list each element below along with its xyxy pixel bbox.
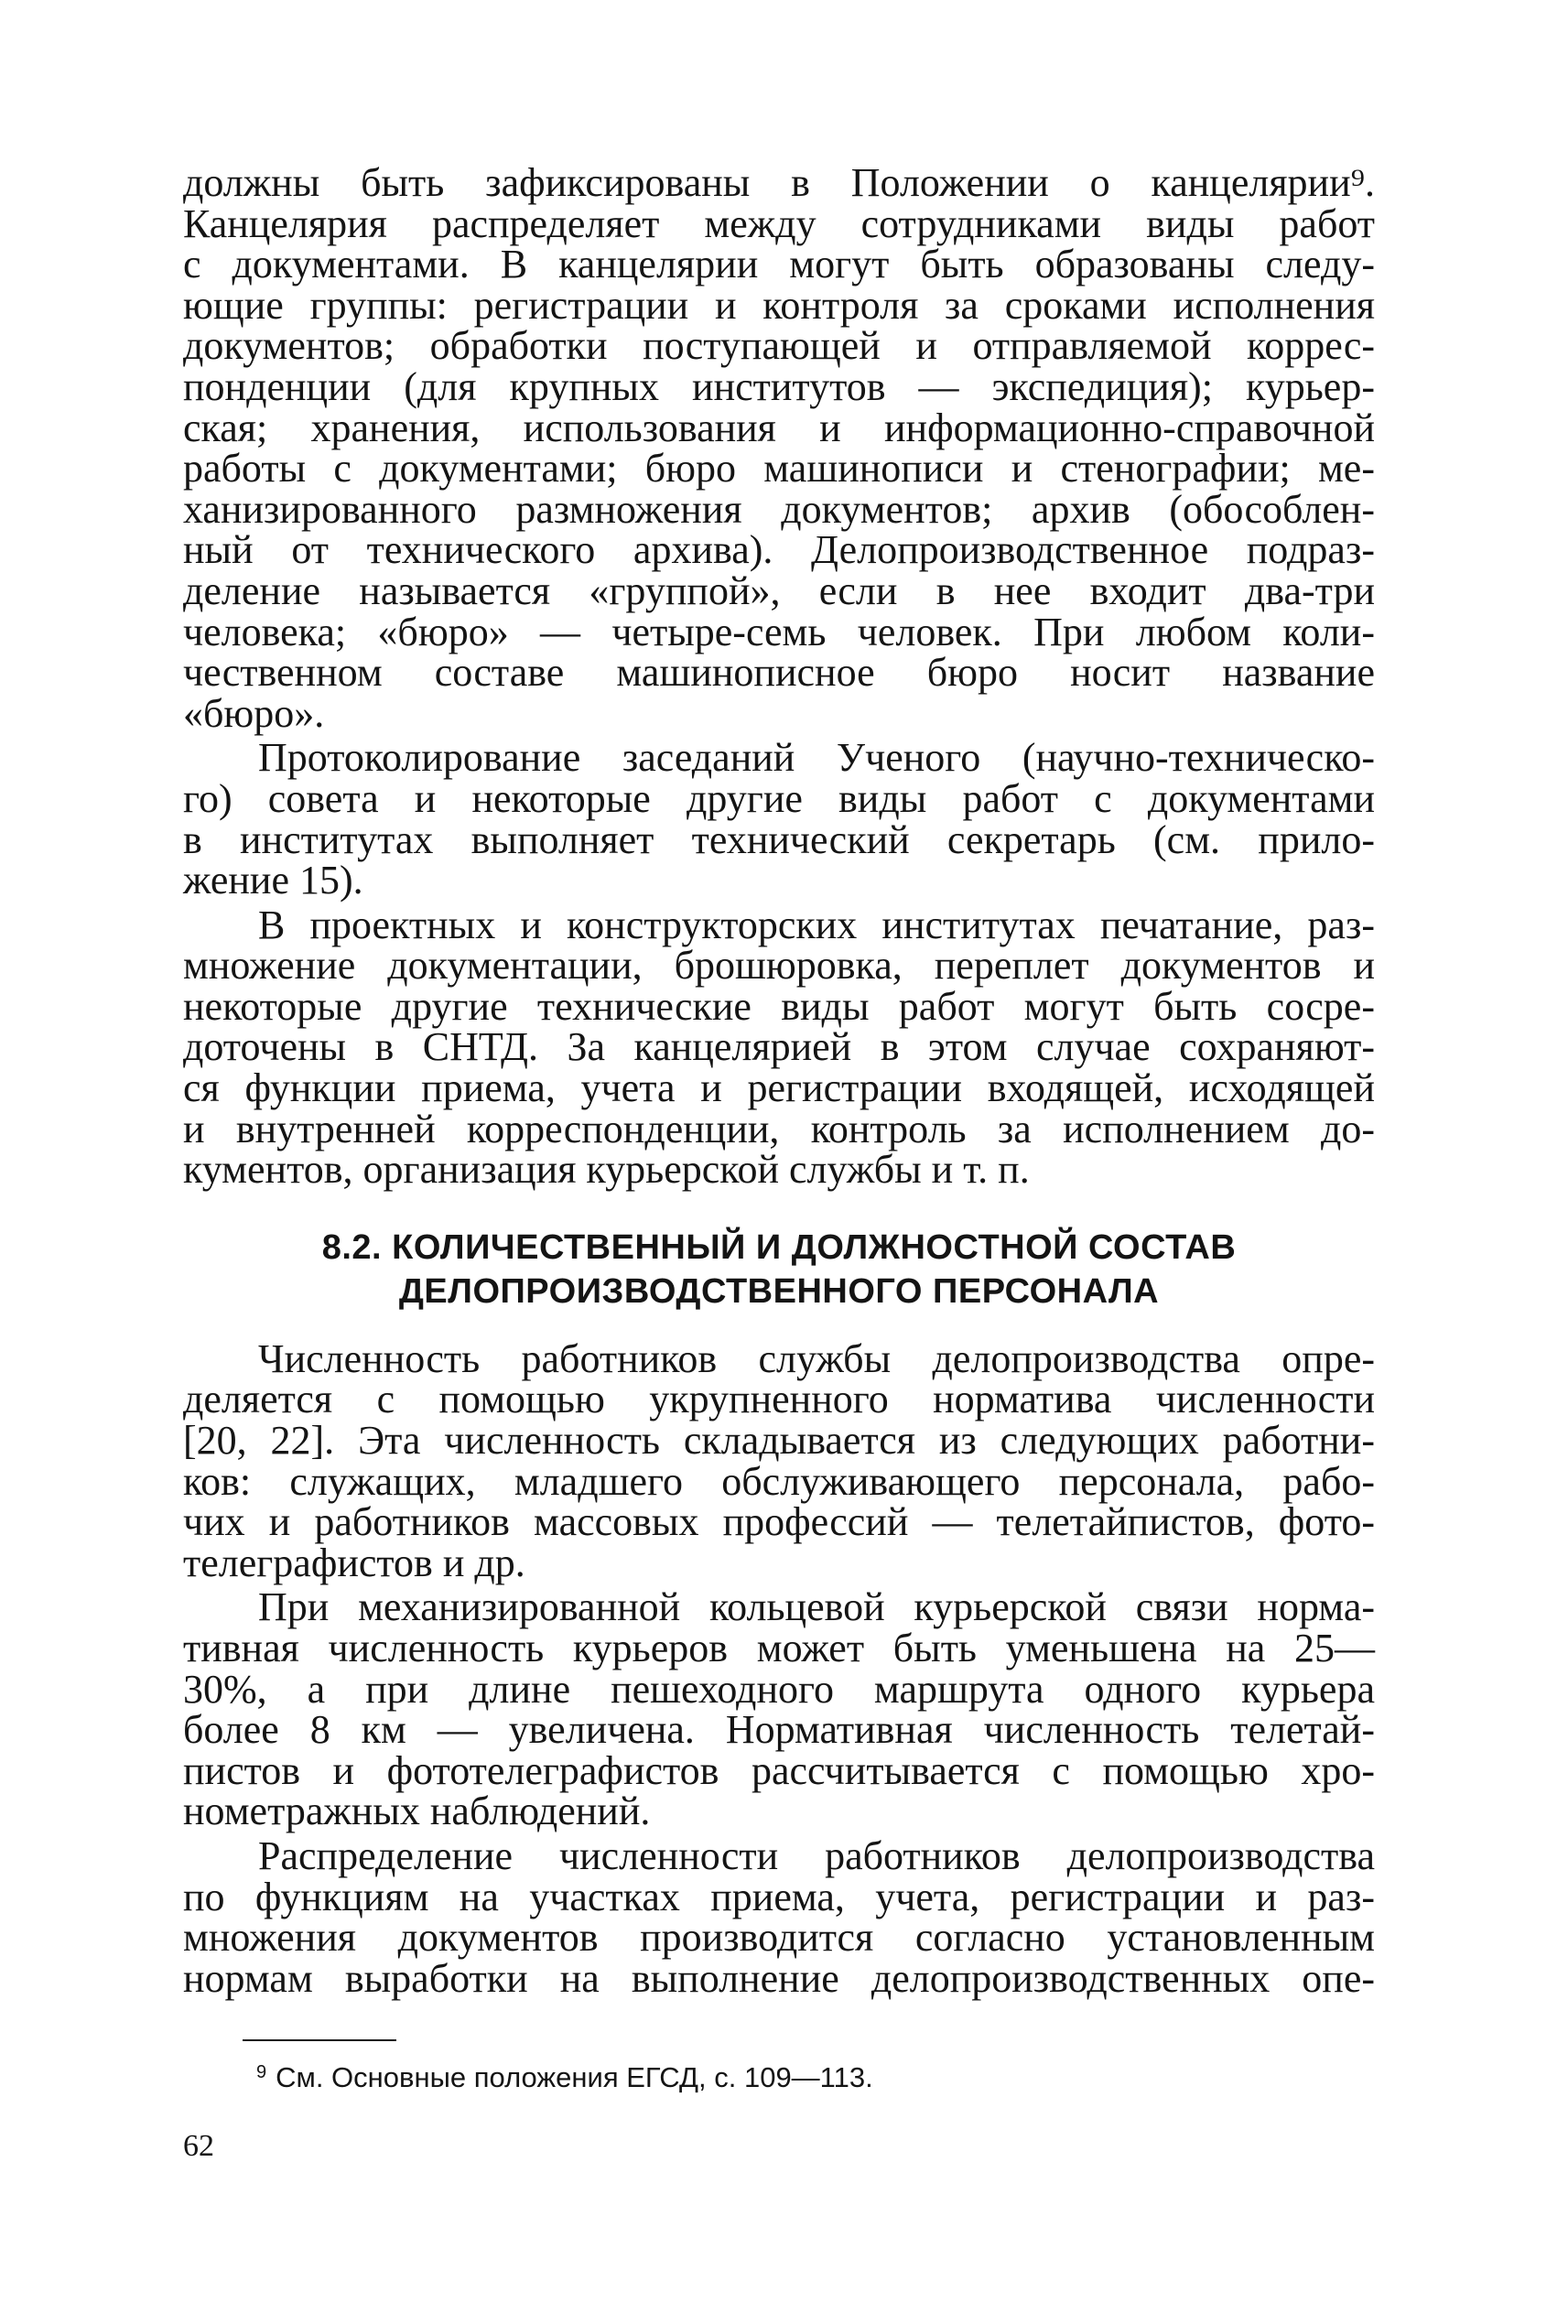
text-line: и внутренней корреспонденции, контроль за исполнением до- [183,1106,1375,1151]
text-line: деление называется «группой», если в нее входит два-три [183,567,1375,613]
text-line: тивная численность курьеров может быть уменьшена на 25— [183,1626,1375,1670]
text-line: кументов, организация курьерской службы и т. п. [183,1147,1030,1193]
text-line: [20, 22]. Эта численность складывается из следующих работни- [183,1418,1375,1464]
text-line: жение 15). [183,858,363,903]
text-line: 30%, а при длине пешеходного маршрута одного курьера [183,1666,1375,1712]
section-heading [183,1226,1375,1313]
text-line: «бюро». [183,690,325,736]
paragraph-2 [183,735,1375,903]
footnote-mark: 9 [256,2062,267,2082]
section-heading-line-1: 8.2. КОЛИЧЕСТВЕННЫЙ И ДОЛЖНОСТНОЙ СОСТАВ [321,1227,1237,1267]
text-line: множения документов производится согласно установленным [183,1915,1375,1961]
paragraph-4 [183,1335,1375,1585]
text-line: работы с документами; бюро машинописи и стенографии; ме- [183,446,1375,492]
paragraph-3 [183,902,1375,1193]
page-number: 62 [183,2129,214,2163]
text-line: пистов и фототелеграфистов рассчитывается с помощью хро- [183,1747,1375,1793]
text-line: В проектных и конструкторских институтах печатание, раз- [258,902,1375,947]
text-line: Численность работников службы делопроизводства опре- [258,1335,1375,1381]
text-line: телеграфистов и др. [183,1540,525,1585]
paragraph-1 [183,160,1375,736]
text-line: более 8 км — увеличена. Нормативная численность телетай- [183,1707,1375,1753]
text-line: множение документации, брошюровка, переплет документов и [183,943,1375,989]
text-line: документов; обработки поступающей и отправляемой коррес- [183,323,1375,369]
text-line: Распределение численности работников делопроизводства [258,1832,1375,1878]
text-line: чественном составе машинописное бюро носит название [183,650,1375,696]
text-line: некоторые другие технические виды работ могут быть сосре- [183,983,1375,1029]
footnote-separator [243,2039,396,2041]
text-line: нормам выработки на выполнение делопроизводственных опе- [183,1955,1375,2001]
text-line: ханизированного размножения документов; архив (обособлен- [183,486,1375,532]
text-line: ный от технического архива). Делопроизводственное подраз- [183,527,1375,573]
footnote-text: См. Основные положения ЕГСД, с. 109—113. [276,2061,873,2093]
text-line: чих и работников массовых профессий — телетайпистов, фото- [183,1499,1375,1545]
text-line: понденции (для крупных институтов — экспедиция); курьер- [183,363,1375,409]
text-line: ков: служащих, младшего обслуживающего персонала, рабо- [183,1458,1375,1504]
text-line: нометражных наблюдений. [183,1789,651,1834]
text-line: в институтах выполняет технический секретарь (см. прило- [183,816,1375,862]
text-line: Протоколирование заседаний Ученого (научно-техническо- [258,735,1375,781]
text-line: по функциям на участках приема, учета, регистрации и раз- [183,1874,1375,1919]
text-line: с документами. В канцелярии могут быть образованы следу- [183,242,1375,287]
paragraph-5 [183,1584,1375,1834]
text-line: ся функции приема, учета и регистрации входящей, исходящей [183,1065,1375,1111]
paragraph-6 [183,1832,1375,2001]
text-line: ская; хранения, использования и информационно-справочной [183,405,1375,450]
text-line: При механизированной кольцевой курьерской связи норма- [258,1584,1375,1630]
text-line: Канцелярия распределяет между сотрудниками виды работ [183,200,1375,246]
text-line: ющие группы: регистрации и контроля за сроками исполнения [183,282,1375,328]
footnote [256,2059,873,2100]
section-heading-line-2: ДЕЛОПРОИЗВОДСТВЕННОГО ПЕРСОНАЛА [398,1271,1160,1311]
text-line: деляется с помощью укрупненного норматива численности [183,1377,1375,1422]
text-line: должны быть зафиксированы в Положении о канцелярии⁹. [183,160,1375,205]
text-line: го) совета и некоторые другие виды работ с документами [183,775,1375,821]
page-body [183,160,1375,2158]
text-line: человека; «бюро» — четыре-семь человек. При любом коли- [183,609,1375,654]
text-line: доточены в СНТД. За канцелярией в этом случае сохраняют- [183,1024,1375,1070]
